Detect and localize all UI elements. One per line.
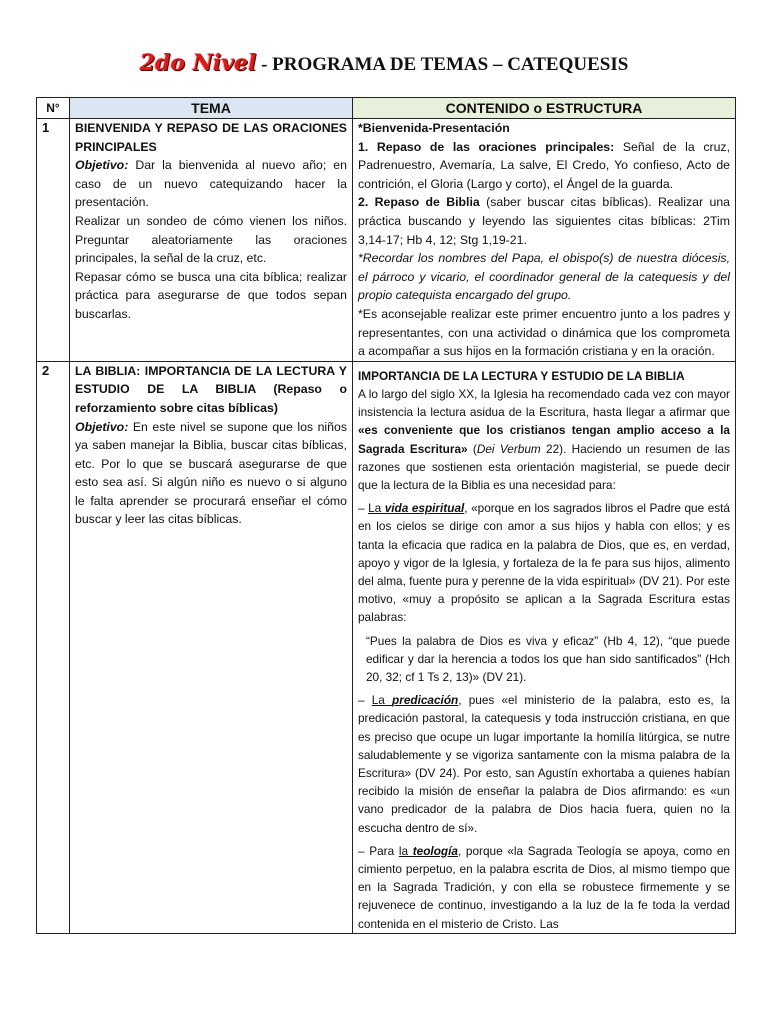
tema-paragraph: Repasar cómo se busca una cita bíblica; realizar práctica para asegurarse de que todos sepan buscarlas. [75,269,347,321]
table-row [37,119,736,362]
tema-cell [70,119,353,362]
tema-paragraph: Realizar un sondeo de cómo vienen los niños. Preguntar aleatoriamente las oraciones principales, la señal de la cruz, etc. [75,213,347,266]
table-row [37,361,736,933]
content-paragraph: – La vida espiritual, «porque en los sagrados libros el Padre que está en los cielos se dirige con amor a sus hijos y habla con ellos; y es tanta la eficacia que radica en la palabra de Dios, que es, en verdad, apoyo y vigor de la Iglesia, y fortaleza de la fe para sus hijos, alimento del alma, fuente pura y perenne de la vida espiritual» (DV 21). Por este motivo, «muy a propósito se aplican a la Sagrada Escritura estas palabras: [358,501,730,625]
content-quote: “Pues la palabra de Dios es viva y eficaz” (Hb 4, 12), “que puede edificar y dar la herencia a todos los que han sido santificados” (Hch 20, 32; cf 1 Ts 2, 13)» (DV 21). [366,633,730,684]
content-paragraph: 2. Repaso de Biblia (saber buscar citas bíblicas). Realizar una práctica buscando y leyendo las siguientes citas bíblicas: 2Tim 3,14-17; Hb 4, 12; Stg 1,19-21. [358,195,730,247]
contenido-cell [353,361,736,933]
table-header-row [37,98,736,119]
tema-cell [70,361,353,933]
contenido-cell [353,119,736,362]
content-paragraph: A lo largo del siglo XX, la Iglesia ha recomendado cada vez con mayor insistencia la lectura asidua de la Escritura, hasta llegar a afirmar que «es conveniente que los cristianos tengan amplio acceso a la Sagrada Escritura» (Dei Verbum 22). Haciendo un resumen de las razones que sostienen esta orientación magisterial, se puede decir que la lectura de la Biblia es una necesidad para: [358,386,730,492]
tema-title: BIENVENIDA Y REPASO DE LAS ORACIONES PRINCIPALES [75,121,347,154]
tema-title: LA BIBLIA: IMPORTANCIA DE LA LECTURA Y ESTUDIO DE LA BIBLIA (Repaso o reforzamiento sobre citas bíblicas) [75,363,347,415]
level-wordart: 2do Nivel [139,50,257,76]
page-title [0,50,768,76]
content-note: *Es aconsejable realizar este primer encuentro junto a los padres y representantes, con una actividad o dinámica que los comprometa a acompañar a sus hijos en la formación cristiana y en la oración. [358,306,730,359]
content-heading: IMPORTANCIA DE LA LECTURA Y ESTUDIO DE LA BIBLIA [358,368,685,383]
header-contenido: CONTENIDO o ESTRUCTURA [353,98,736,119]
content-paragraph: 1. Repaso de las oraciones principales: Señal de la cruz, Padrenuestro, Avemaría, La salve, El Credo, Yo confieso, Acto de contrición, el Gloria (Largo y corto), el Ángel de la guarda. [358,139,730,191]
content-note: *Recordar los nombres del Papa, el obispo(s) de nuestra diócesis, el párroco y vicario, el coordinador general de la catequesis y del propio catequista encargado del grupo. [358,251,730,303]
header-tema: TEMA [70,98,353,119]
row-number: 1 [37,119,70,362]
objective: Objetivo: En este nivel se supone que los niños ya saben manejar la Biblia, buscar citas bíblicas, etc. Por lo que se buscará asegurarse de que esto sea así. Si algún niño es nuevo o si alguno le falta aprender se procurará enseñar el cómo buscar y leer las citas bíblicas. [75,419,347,527]
content-paragraph: – Para la teología, porque «la Sagrada Teología se apoya, como en cimiento perpetuo, en la palabra escrita de Dios, al mismo tiempo que en la Sagrada Tradición, y con ella se robustece firmemente y se rejuvenece de continuo, investigando a la luz de la fe toda la verdad contenida en el misterio de Cristo. Las [358,843,730,931]
content-line: *Bienvenida-Presentación [358,121,510,135]
content-paragraph: – La predicación, pues «el ministerio de la palabra, esto es, la predicación pastoral, la catequesis y toda instrucción cristiana, en que es preciso que ocupe un lugar importante la homilía litúrgica, se nutre saludablemente y se vigoriza santamente con la misma palabra de la Escritura» (DV 24). Por esto, san Agustín exhortaba a quienes habían recibido la misión de enseñar la palabra de Dios afirmando: es «un vano predicador de la palabra de Dios hacia fuera, quien no la escucha dentro de sí». [358,693,730,835]
title-text: - PROGRAMA DE TEMAS – CATEQUESIS [256,54,629,75]
row-number: 2 [37,361,70,933]
topics-table [36,97,736,934]
objective: Objetivo: Dar la bienvenida al nuevo año; en caso de un nuevo catequizando hacer la presentación. [75,158,347,210]
header-number: N° [37,98,70,119]
